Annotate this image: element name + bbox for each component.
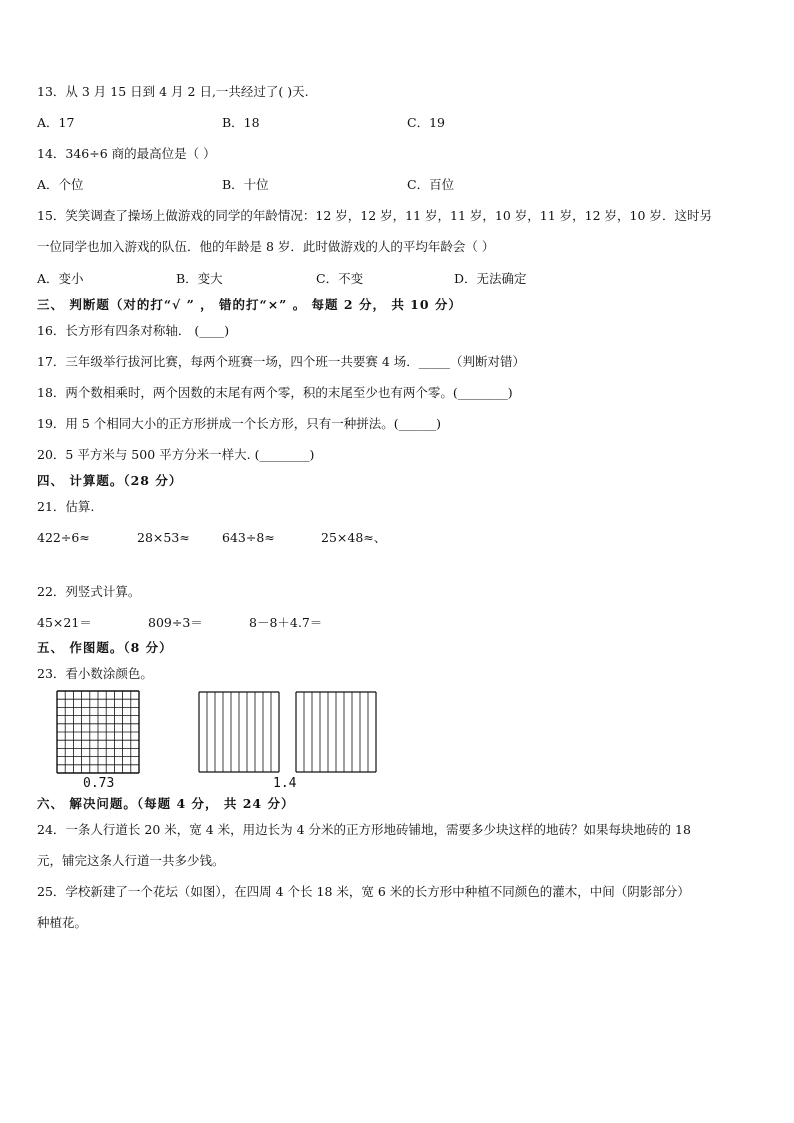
question-15-option-b: B．变大	[176, 271, 223, 286]
question-23-stem: 23．看小数涂颜色。	[37, 666, 153, 681]
section-4-heading: 四、 计算题。（28 分）	[37, 473, 183, 488]
question-25-line-1: 25．学校新建了一个花坛（如图），在四周 4 个长 18 米，宽 6 米的长方形中种植不同颜色的灌木，中间（阴影部分）	[37, 884, 690, 899]
question-15-line-2: 一位同学也加入游戏的队伍．他的年龄是 8 岁．此时做游戏的人的平均年龄会（ ）	[37, 239, 495, 254]
question-22-item: 809÷3＝	[148, 615, 203, 630]
question-14-option-a: A．个位	[37, 177, 84, 192]
question-17: 17．三年级举行拔河比赛，每两个班赛一场，四个班一共要赛 4 场．_____（判断对错）	[37, 354, 526, 369]
question-15-option-a: A．变小	[37, 271, 84, 286]
question-25-line-2: 种植花。	[37, 915, 88, 930]
question-20: 20．5 平方米与 500 平方分米一样大. (________)	[37, 447, 315, 462]
tenths-bar-1	[198, 691, 280, 773]
question-14-option-b: B．十位	[222, 177, 269, 192]
question-21-item: 643÷8≈	[222, 530, 275, 545]
question-22-item: 45×21＝	[37, 615, 92, 630]
question-16: 16．长方形有四条对称轴． (____)	[37, 323, 230, 338]
section-6-heading: 六、 解决问题。（每题 4 分， 共 24 分）	[37, 796, 295, 811]
question-21-item: 28×53≈	[137, 530, 190, 545]
question-14-stem: 14．346÷6 商的最高位是（ ）	[37, 146, 216, 161]
question-24-line-2: 元，铺完这条人行道一共多少钱。	[37, 853, 225, 868]
grid-label-0-73: 0.73	[83, 776, 115, 791]
question-18: 18．两个数相乘时，两个因数的末尾有两个零，积的末尾至少也有两个零。(________)	[37, 385, 513, 400]
question-15-option-c: C．不变	[316, 271, 364, 286]
question-14-option-c: C．百位	[407, 177, 455, 192]
question-21-stem: 21．估算.	[37, 499, 95, 514]
section-3-heading: 三、 判断题（对的打“√ ” ， 错的打“×” 。 每题 2 分， 共 10 分）	[37, 297, 462, 312]
question-21-item: 422÷6≈	[37, 530, 90, 545]
tenths-bar-2	[295, 691, 377, 773]
question-22-item: 8－8＋4.7＝	[249, 615, 323, 630]
question-13-option-a: A．17	[37, 115, 75, 130]
question-24-line-1: 24．一条人行道长 20 米，宽 4 米，用边长为 4 分米的正方形地砖铺地，需要多少块这样的地砖？如果每块地砖的 18	[37, 822, 691, 837]
question-15-line-1: 15．笑笑调查了操场上做游戏的同学的年龄情况：12 岁，12 岁，11 岁，11 岁，10 岁，11 岁，12 岁，10 岁．这时另	[37, 208, 712, 223]
bars-label-1-4: 1.4	[273, 776, 297, 791]
question-22-stem: 22．列竖式计算。	[37, 584, 141, 599]
question-13-option-c: C．19	[407, 115, 445, 130]
question-15-option-d: D．无法确定	[454, 271, 527, 286]
question-21-item: 25×48≈、	[321, 530, 387, 545]
hundredths-grid	[56, 690, 140, 774]
question-13-option-b: B．18	[222, 115, 260, 130]
section-5-heading: 五、 作图题。（8 分）	[37, 640, 173, 655]
question-13-stem: 13．从 3 月 15 日到 4 月 2 日,一共经过了( )天.	[37, 84, 309, 99]
question-19: 19．用 5 个相同大小的正方形拼成一个长方形，只有一种拼法。(______)	[37, 416, 442, 431]
